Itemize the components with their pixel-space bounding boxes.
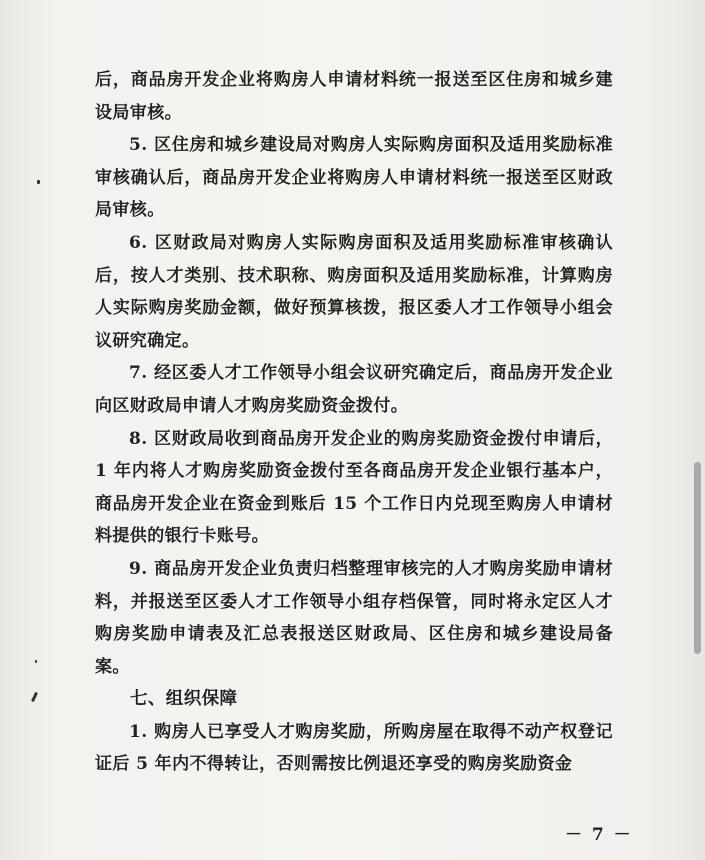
scan-speck xyxy=(31,692,38,702)
paragraph-continuation: 后，商品房开发企业将购房人申请材料统一报送至区住房和城乡建设局审核。 xyxy=(95,70,613,123)
document-body xyxy=(95,64,613,781)
page-number: － 7 － xyxy=(565,825,633,845)
paragraph-section-item-1: 1. 购房人已享受人才购房奖励，所购房屋在取得不动产权登记证后 5 年内不得转让，否则需按比例退还享受的购房奖励资金 xyxy=(95,721,613,775)
paragraph-item-9: 9. 商品房开发企业负责归档整理审核完的人才购房奖励申请材料，并报送至区委人才工作领导小组存档保管，同时将永定区人才购房奖励申请表及汇总表报送区财政局、区住房和城乡建设局备案。 xyxy=(95,558,613,677)
paragraph-item-8: 8. 区财政局收到商品房开发企业的购房奖励资金拨付申请后，1 年内将人才购房奖励资金拨付至各商品房开发企业银行基本户，商品房开发企业在资金到账后 15 个工作日内兑现至购房人申请材料提供的银行卡账号。 xyxy=(95,428,613,547)
scan-speck xyxy=(37,180,40,184)
paragraph-item-6: 6. 区财政局对购房人实际购房面积及适用奖励标准审核确认后，按人才类别、技术职称、购房面积及适用奖励标准，计算购房人实际购房奖励金额，做好预算核拨，报区委人才工作领导小组会议研究确定。 xyxy=(95,232,613,351)
scan-speck xyxy=(35,660,37,663)
vertical-scrollbar[interactable] xyxy=(694,462,701,654)
section-heading: 七、组织保障 xyxy=(130,689,238,710)
paragraph-item-5: 5. 区住房和城乡建设局对购房人实际购房面积及适用奖励标准审核确认后，商品房开发企业将购房人申请材料统一报送至区财政局审核。 xyxy=(95,135,613,221)
paragraph-item-7: 7. 经区委人才工作领导小组会议研究确定后，商品房开发企业向区财政局申请人才购房奖励资金拨付。 xyxy=(95,363,613,416)
